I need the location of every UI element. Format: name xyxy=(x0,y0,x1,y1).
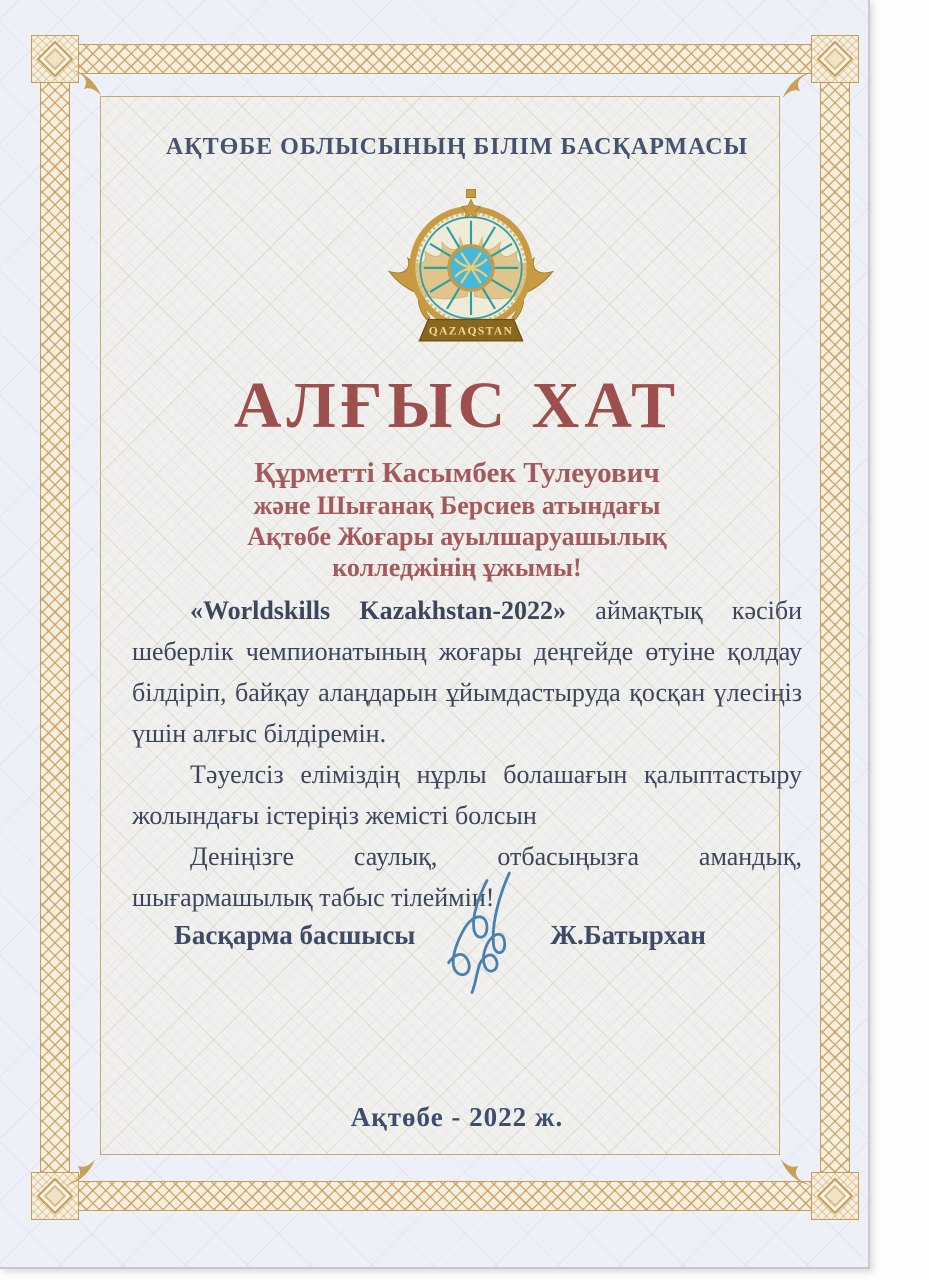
recipient-line: және Шығанақ Берсиев атындағы xyxy=(253,491,661,520)
recipient-block xyxy=(118,456,796,583)
signatory-role: Басқарма басшысы xyxy=(174,920,416,950)
recipient-line: Ақтөбе Жоғары ауылшаруашылық xyxy=(247,522,667,551)
place-and-year: Ақтөбе - 2022 ж. xyxy=(350,1102,564,1132)
emblem-banner-text: QAZAQSTAN xyxy=(428,324,514,338)
signatory-name: Ж.Батырхан xyxy=(550,920,706,950)
kazakhstan-coat-of-arms-icon xyxy=(373,186,569,364)
organization-header: АҚТӨБЕ ОБЛЫСЫНЫҢ БІЛІМ БАСҚАРМАСЫ xyxy=(165,134,749,160)
body-paragraph-3: Деніңізге саулық, отбасыңызға амандық, шығармашылық табыс тілеймін! xyxy=(132,842,802,912)
body-paragraph-1 xyxy=(132,590,802,754)
recipient-line: колледжінің ұжымы! xyxy=(332,553,582,582)
certificate-title: АЛҒЫС ХАТ xyxy=(233,369,681,442)
emblem-container xyxy=(118,186,796,369)
body-paragraph-2: Тәуелсіз еліміздің нұрлы болашағын қалыптастыру жолындағы істеріңіз жемісті болсын xyxy=(132,760,802,830)
event-name: «Worldskills Kazakhstan-2022» xyxy=(190,596,567,625)
handwritten-signature xyxy=(432,860,540,1000)
body-paragraph-1-text: аймақтық кәсіби шеберлік чемпионатының жоғары деңгейде өтуіне қолдау білдіріп, байқау алаңдарын ұйымдастыруда қосқан үлесіңіз үшін алғыс білдіремін. xyxy=(132,596,802,748)
recipient-name-line: Құрметті Касымбек Тулеуович xyxy=(254,457,660,489)
